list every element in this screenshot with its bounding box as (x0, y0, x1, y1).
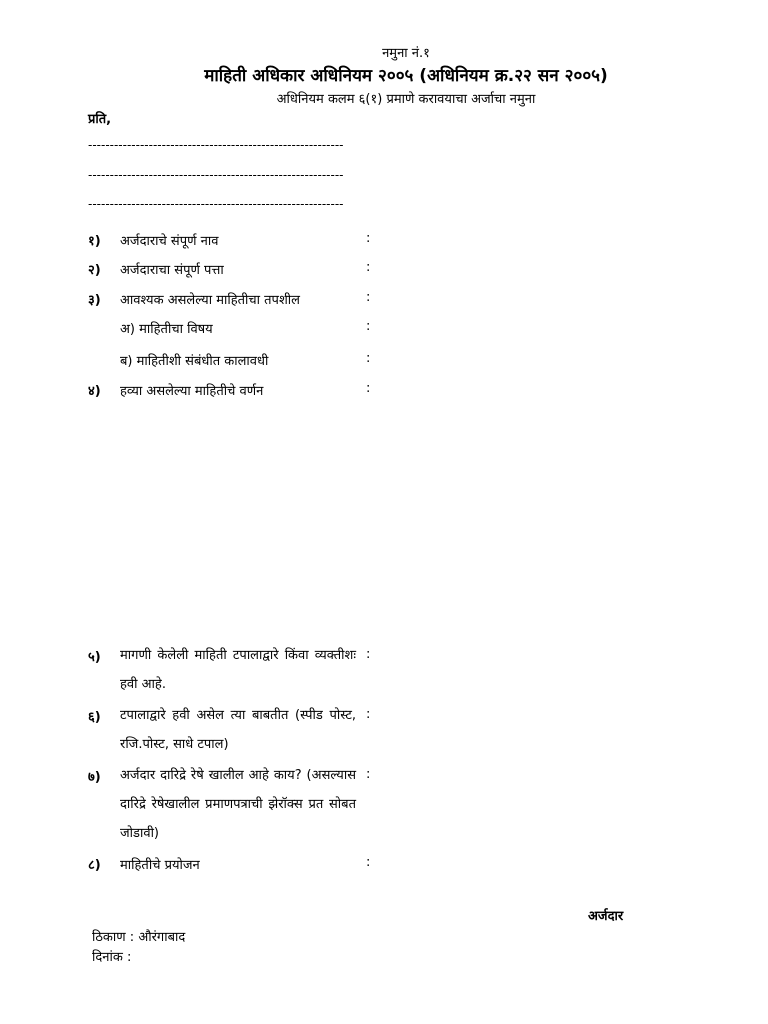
field-label: माहितीचे प्रयोजन (120, 858, 200, 873)
field-colon: : (366, 260, 371, 275)
field-label: आवश्यक असलेल्या माहितीचा तपशील (120, 293, 300, 308)
place-field: ठिकाण : औरंगाबाद (92, 930, 186, 945)
field-colon: : (366, 855, 371, 870)
field-label: हव्या असलेल्या माहितीचे वर्णन (120, 384, 264, 399)
form-subtitle: अधिनियम कलम ६(१) प्रमाणे करावयाचा अर्जाचा नमुना (276, 92, 536, 107)
date-field: दिनांक : (92, 950, 132, 965)
field-number: १) (88, 234, 101, 249)
field-applicant-address (0, 260, 768, 280)
field-colon: : (366, 351, 371, 366)
field-label: मागणी केलेली माहिती टपालाद्वारे किंवा व्यक्तीशः हवी आहे. (120, 648, 356, 692)
field-information-subject (0, 319, 768, 339)
field-colon: : (366, 647, 371, 662)
form-number: नमुना नं.१ (382, 46, 430, 61)
field-label: अर्जदाराचा संपूर्ण पत्ता (120, 263, 224, 278)
field-colon: : (366, 231, 371, 246)
field-below-poverty-line (0, 761, 768, 851)
addressee-line-1[interactable]: ----------------------------------------------------------- (88, 138, 344, 152)
field-colon: : (366, 767, 371, 782)
addressee-label: प्रति, (88, 112, 112, 127)
field-label: अर्जदाराचे संपूर्ण नाव (120, 234, 219, 249)
field-number: ४) (88, 384, 101, 399)
field-information-details (0, 290, 768, 310)
field-number: ५) (88, 650, 101, 665)
field-colon: : (366, 319, 371, 334)
field-number: २) (88, 263, 101, 278)
addressee-line-2[interactable]: ----------------------------------------------------------- (88, 168, 344, 182)
field-applicant-name (0, 231, 768, 251)
field-label: ब) माहितीशी संबंधीत कालावधी (120, 354, 269, 369)
applicant-signature-label: अर्जदार (588, 909, 624, 924)
field-label: अ) माहितीचा विषय (120, 322, 213, 337)
addressee-line-3[interactable]: ----------------------------------------------------------- (88, 197, 344, 211)
field-delivery-mode (0, 641, 768, 701)
field-number: ६) (88, 710, 101, 725)
field-number: ३) (88, 293, 101, 308)
field-postal-type (0, 701, 768, 761)
field-information-purpose (0, 855, 768, 875)
form-title: माहिती अधिकार अधिनियम २००५ (अधिनियम क्र.२२ सन २००५) (204, 66, 608, 86)
field-information-period (0, 351, 768, 371)
field-colon: : (366, 290, 371, 305)
field-colon: : (366, 381, 371, 396)
field-number: ८) (88, 858, 101, 873)
field-number: ७) (88, 770, 101, 785)
field-colon: : (366, 707, 371, 722)
field-label: टपालाद्वारे हवी असेल त्या बाबतीत (स्पीड पोस्ट, रजि.पोस्ट, साधे टपाल) (120, 708, 356, 752)
field-information-description (0, 381, 768, 401)
field-label: अर्जदार दारिद्रे रेषे खालील आहे काय? (असल्यास दारिद्रे रेषेखालील प्रमाणपत्राची झेरॉक्स प्रत सोबत जोडावी) (120, 768, 356, 841)
